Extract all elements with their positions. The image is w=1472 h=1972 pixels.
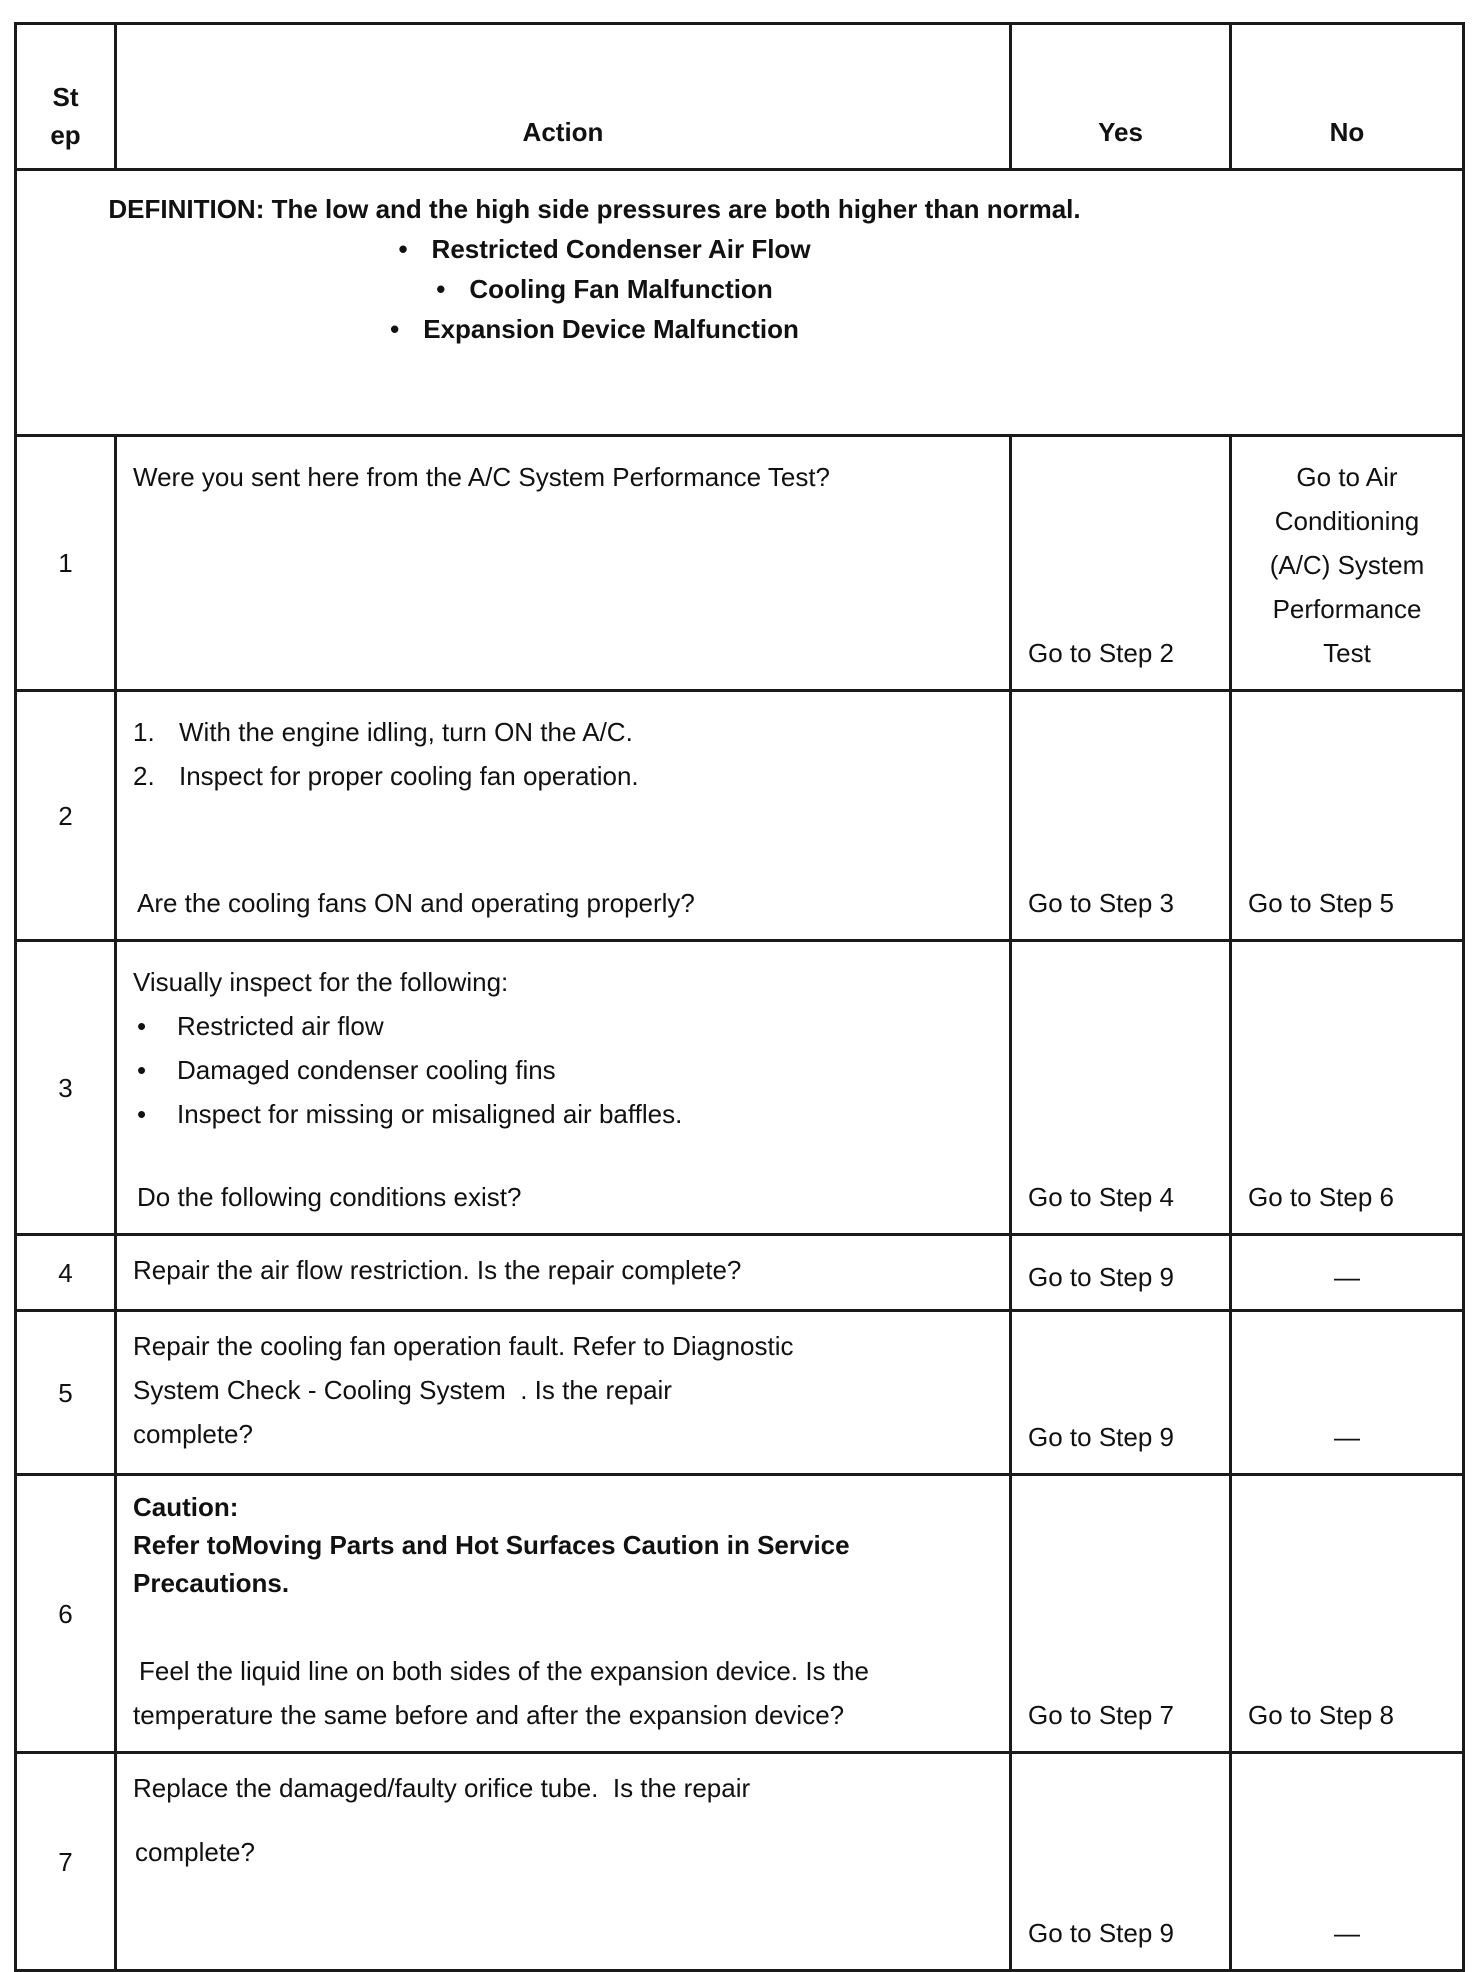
table-row	[16, 1475, 1464, 1753]
bullet-icon: •	[137, 1099, 147, 1129]
list-item: 2. Inspect for proper cooling fan operation.	[133, 761, 639, 791]
action-cell	[116, 691, 1011, 941]
header-action: Action	[116, 24, 1011, 170]
bullet-icon: •	[137, 1011, 147, 1041]
no-cell: Go to Step 6	[1231, 941, 1464, 1235]
table-row	[16, 941, 1464, 1235]
no-cell: Go to Step 8	[1231, 1475, 1464, 1753]
yes-cell: Go to Step 9	[1011, 1311, 1231, 1475]
header-row	[16, 24, 1464, 170]
header-no: No	[1231, 24, 1464, 170]
yes-cell: Go to Step 3	[1011, 691, 1231, 941]
list-item: • Restricted air flow	[133, 1004, 995, 1048]
numbered-list	[133, 710, 995, 798]
yes-cell: Go to Step 2	[1011, 436, 1231, 691]
caution-text: Refer toMoving Parts and Hot Surfaces Caution in Service	[133, 1530, 850, 1560]
list-item: • Damaged condenser cooling fins	[133, 1048, 995, 1092]
step-number: 4	[16, 1235, 116, 1311]
definition-bullet: • Expansion Device Malfunction	[17, 309, 1172, 349]
yes-cell: Go to Step 4	[1011, 941, 1231, 1235]
header-step-line2: ep	[50, 120, 81, 150]
action-intro: Visually inspect for the following:	[133, 967, 509, 997]
step-number: 1	[16, 436, 116, 691]
step-number: 3	[16, 941, 116, 1235]
no-cell: —	[1231, 1753, 1464, 1971]
action-cell	[116, 941, 1011, 1235]
yes-cell: Go to Step 7	[1011, 1475, 1231, 1753]
table-row	[16, 1753, 1464, 1971]
no-cell: —	[1231, 1235, 1464, 1311]
caution-text: Precautions.	[133, 1568, 290, 1598]
table-row	[16, 691, 1464, 941]
bullet-icon: •	[390, 314, 400, 344]
action-cell: Repair the cooling fan operation fault. Refer to Diagnostic System Check - Cooling System . Is the repair complete?	[116, 1311, 1011, 1475]
yes-cell: Go to Step 9	[1011, 1753, 1231, 1971]
no-cell: Go to Step 5	[1231, 691, 1464, 941]
bullet-icon: •	[398, 234, 408, 264]
list-item: 1. With the engine idling, turn ON the A/C.	[133, 717, 633, 747]
step-number: 6	[16, 1475, 116, 1753]
action-cell	[116, 1235, 1011, 1311]
action-cell	[116, 1475, 1011, 1753]
table-row	[16, 436, 1464, 691]
diagnostic-table	[14, 22, 1465, 1972]
header-step-line1: St	[52, 82, 79, 112]
action-cell	[116, 436, 1011, 691]
table-row	[16, 1235, 1464, 1311]
no-cell: —	[1231, 1311, 1464, 1475]
question-text: Do the following conditions exist?	[137, 1182, 522, 1212]
step-number: 2	[16, 691, 116, 941]
table-row	[16, 1311, 1464, 1475]
question-text: Are the cooling fans ON and operating properly?	[137, 888, 695, 918]
definition-cell	[16, 170, 1464, 436]
definition-bullet: • Cooling Fan Malfunction	[17, 269, 1192, 309]
question-text: Feel the liquid line on both sides of the expansion device. Is the temperature the same before and after the expansion device?	[133, 1656, 869, 1730]
step-number: 5	[16, 1311, 116, 1475]
caution-title: Caution:	[133, 1492, 239, 1522]
definition-bullet: • Restricted Condenser Air Flow	[17, 229, 1192, 269]
header-yes: Yes	[1011, 24, 1231, 170]
action-cell: Replace the damaged/faulty orifice tube. Is the repair complete?	[116, 1753, 1011, 1971]
step-number: 7	[16, 1753, 116, 1971]
bullet-icon: •	[436, 274, 446, 304]
action-text: Were you sent here from the A/C System Performance Test?	[133, 462, 831, 492]
no-cell: Go to Air Conditioning (A/C) System Performance Test	[1231, 436, 1464, 691]
definition-text: DEFINITION: The low and the high side pressures are both higher than normal.	[108, 194, 1081, 224]
definition-row	[16, 170, 1464, 436]
action-text: Repair the air flow restriction. Is the repair complete?	[133, 1255, 742, 1285]
header-step	[16, 24, 116, 170]
bullet-icon: •	[137, 1055, 147, 1085]
bullet-list	[133, 1004, 995, 1136]
yes-cell: Go to Step 9	[1011, 1235, 1231, 1311]
list-item: • Inspect for missing or misaligned air baffles.	[133, 1092, 995, 1136]
